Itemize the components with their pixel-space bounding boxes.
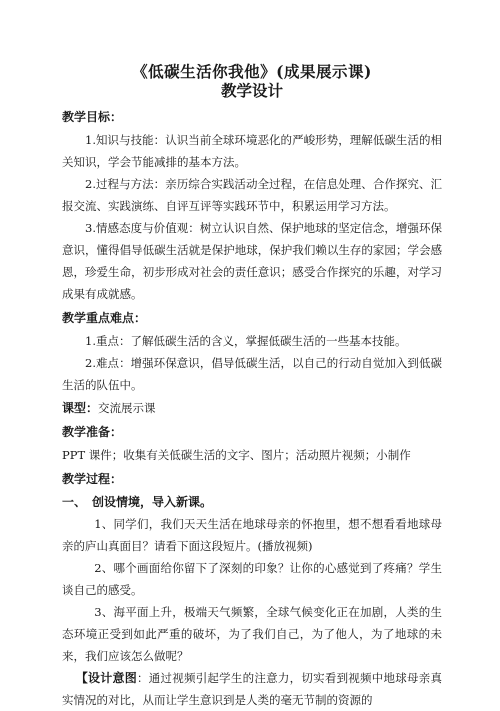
preparation-text: PPT 课件；收集有关低碳生活的文字、图片；活动照片视频；小制作 [62, 448, 411, 462]
document-title: 《低碳生活你我他》(成果展示课) [132, 62, 372, 81]
document-subtitle: 教学设计 [220, 81, 283, 100]
objective-item: 1.知识与技能：认识当前全球环境恶化的严峻形势，理解低碳生活的相关知识，学会节能减排的基本方法。 [62, 133, 442, 169]
objectives-heading: 教学目标： [62, 110, 123, 124]
step-paragraph: 1、同学们，我们天天生活在地球母亲的怀抱里，想不想看看地球母亲的庐山真面目？请看下面这段短片。(播放视频) [62, 517, 442, 553]
key-points-heading: 教学重点难点： [62, 311, 147, 325]
objective-item: 3.情感态度与价值观：树立认识自然、保护地球的坚定信念，增强环保意识，懂得倡导低碳生活就是保护地球，保护我们赖以生存的家园；学会感恩，珍爱生命，初步形成对社会的责任意识；感受合作探究的乐趣，对学习成果有成就感。 [62, 221, 442, 301]
design-intent-text: ：通过视频引起学生的注意力，切实看到视频中地球母亲真实情况的对比，从而让学生意识到是人类的毫无节制的资源的 [62, 671, 442, 707]
design-intent [62, 667, 442, 711]
step-title: 创设情境，导入新课。 [92, 495, 213, 509]
key-point-item: 1.重点：了解低碳生活的含义，掌握低碳生活的一些基本技能。 [85, 334, 407, 348]
step-one-heading [62, 491, 442, 513]
lesson-type-label: 课型： [62, 401, 99, 415]
design-intent-label: 【设计意图 [75, 671, 137, 685]
lesson-type-value: 交流展示课 [98, 401, 156, 415]
objective-item: 2.过程与方法：亲历综合实践活动全过程，在信息处理、合作探究、汇报交流、实践演练、自评互评等实践环节中，积累运用学习方法。 [62, 177, 442, 213]
key-point-item: 2.难点：增强环保意识，倡导低碳生活，以自己的行动自觉加入到低碳生活的队伍中。 [62, 356, 442, 392]
process-heading: 教学过程： [62, 472, 123, 486]
lesson-type-line [62, 397, 442, 419]
step-number: 一、 [62, 495, 87, 509]
step-paragraph: 3、海平面上升，极端天气频繁，全球气候变化正在加剧，人类的生态环境正受到如此严重的破坏，为了我们自己，为了他人，为了地球的未来，我们应该怎么做呢？ [62, 605, 442, 663]
step-paragraph: 2、哪个画面给你留下了深刻的印象？让你的心感觉到了疼痛？学生谈自己的感受。 [62, 561, 442, 597]
preparation-heading: 教学准备： [62, 425, 123, 439]
